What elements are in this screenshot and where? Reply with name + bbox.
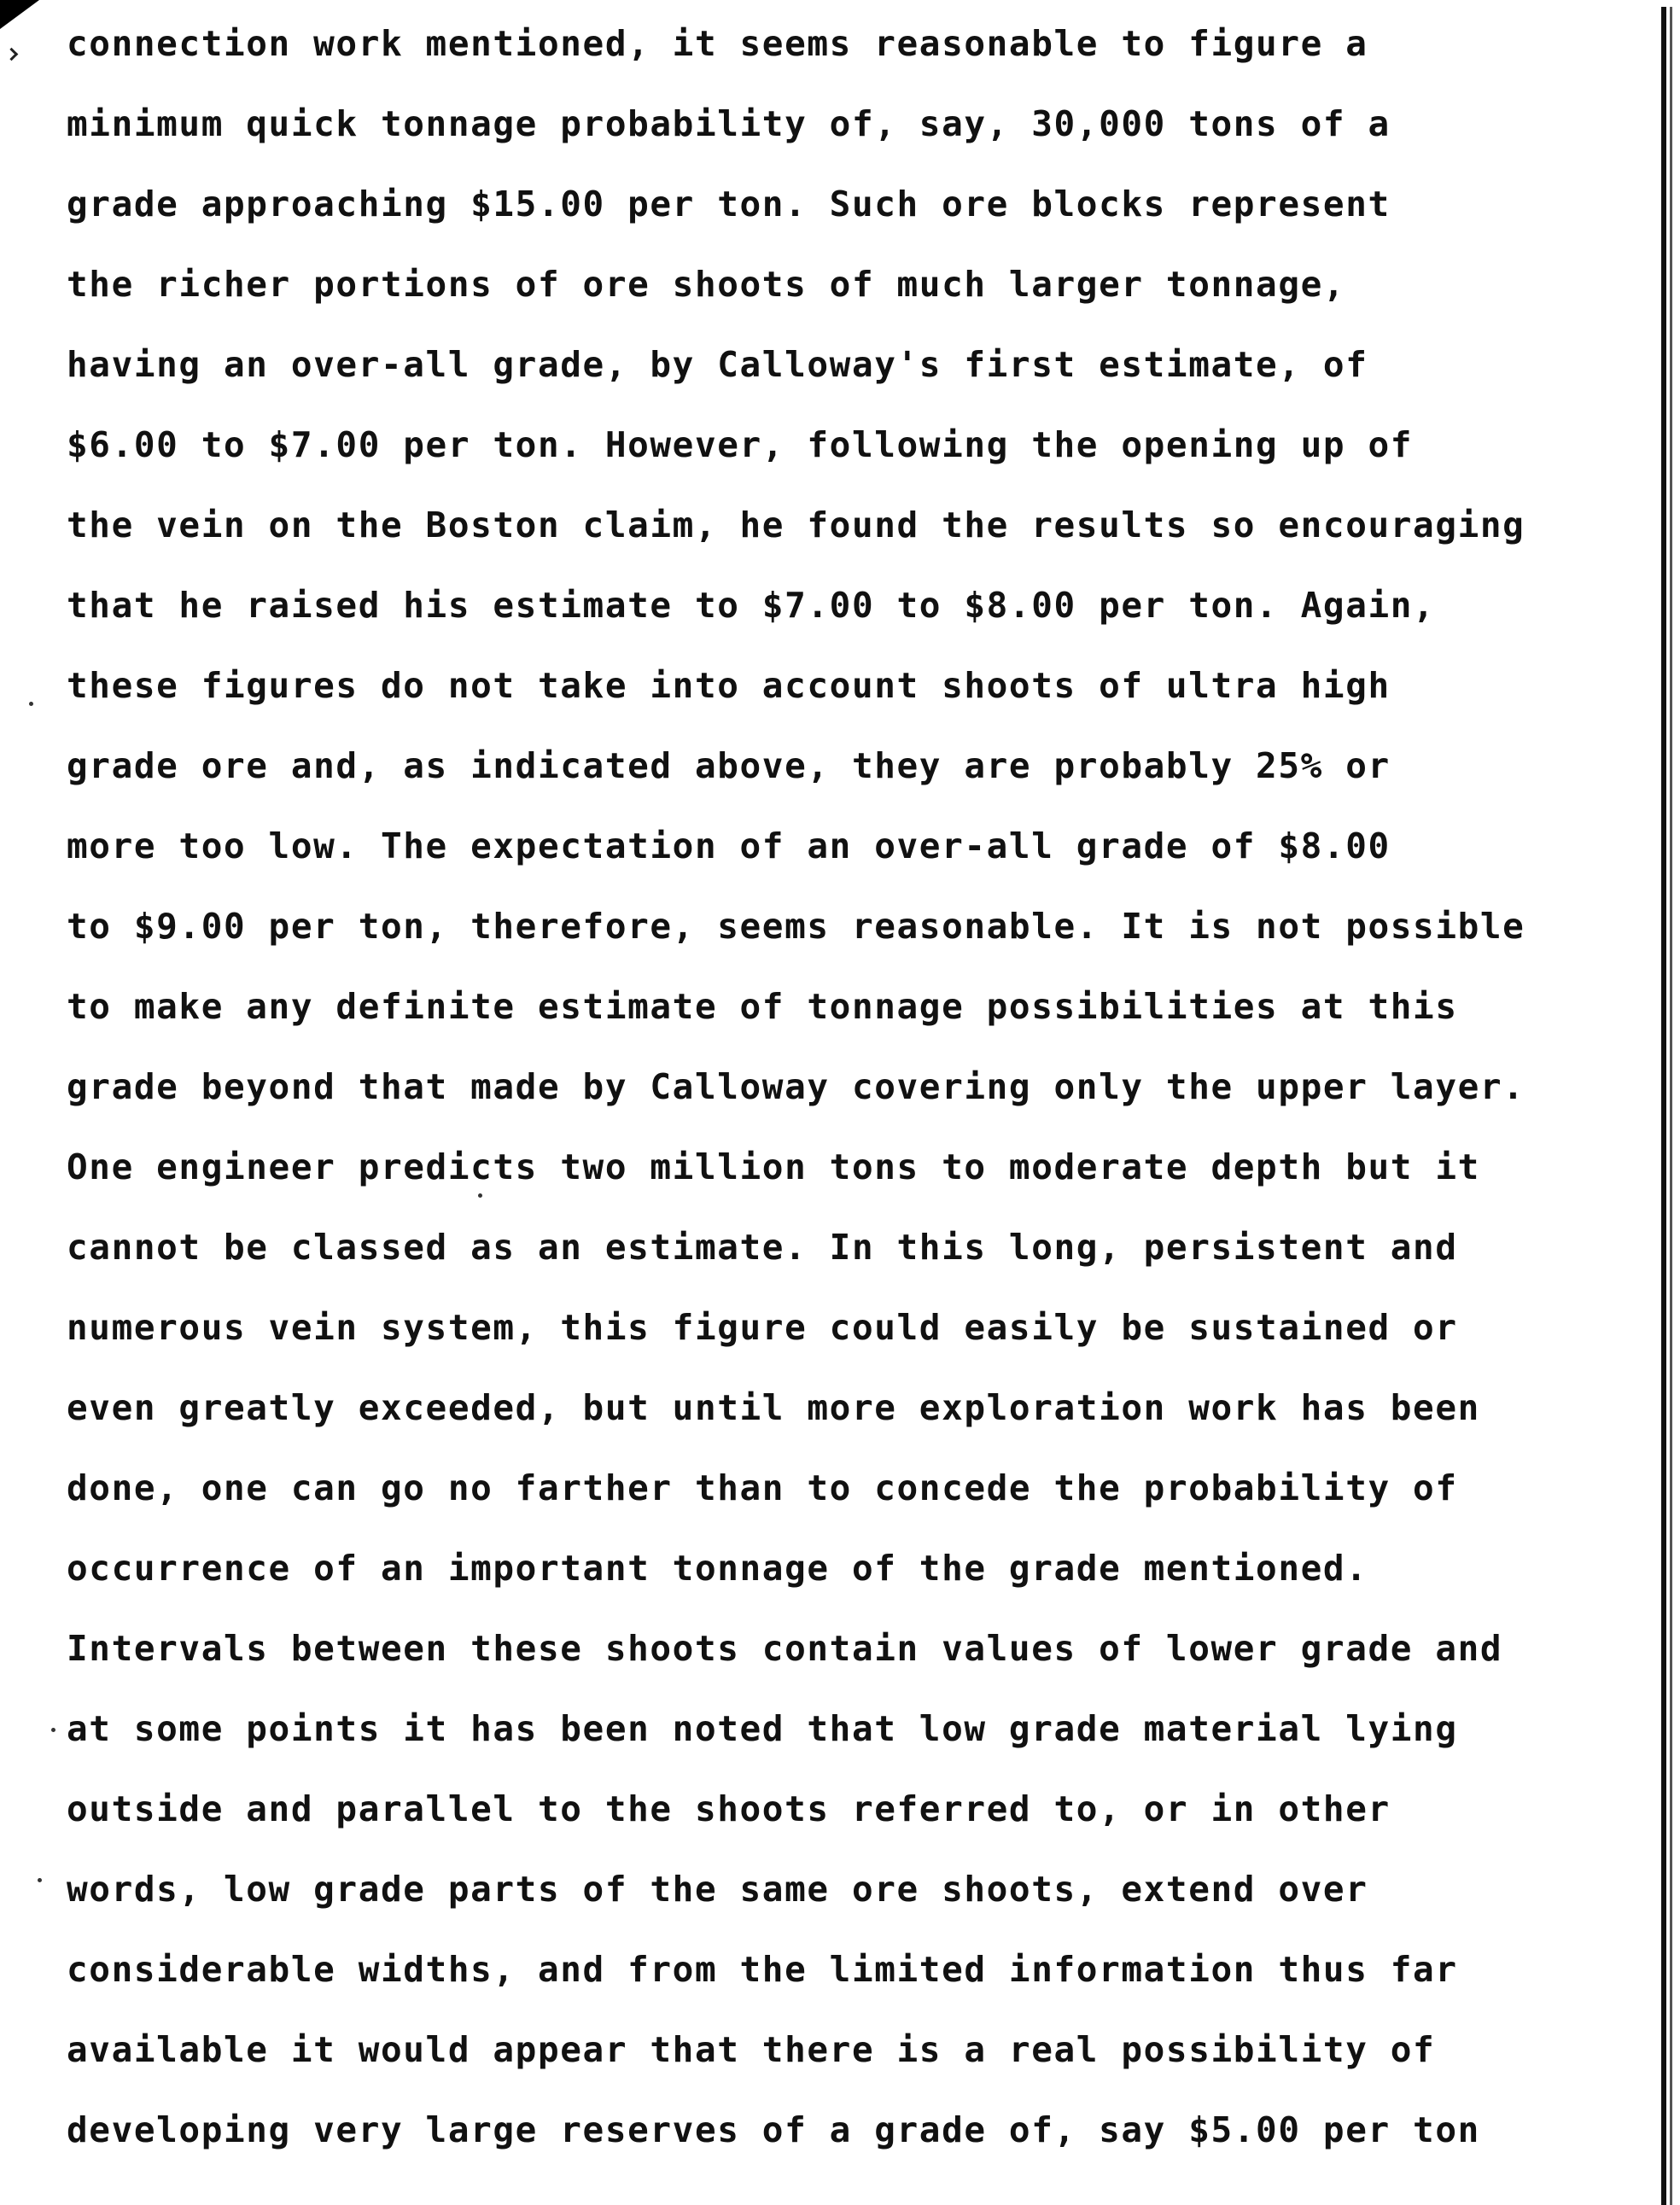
- scan-speck: [29, 702, 33, 706]
- text-line: the vein on the Boston claim, he found the results so encouraging: [67, 505, 1525, 545]
- text-line: outside and parallel to the shoots referred to, or in other: [67, 1788, 1391, 1829]
- text-line: grade approaching $15.00 per ton. Such ore blocks represent: [67, 184, 1391, 225]
- text-line: to $9.00 per ton, therefore, seems reasonable. It is not possible: [67, 906, 1525, 947]
- scan-speck: [38, 1878, 42, 1882]
- typewritten-text-body: [67, 3, 1654, 2170]
- text-line: done, one can go no farther than to concede the probability of: [67, 1467, 1458, 1508]
- text-line: cannot be classed as an estimate. In this long, persistent and: [67, 1227, 1458, 1268]
- text-line: more too low. The expectation of an over-all grade of $8.00: [67, 825, 1391, 866]
- page-edge-border: [1661, 7, 1666, 2205]
- text-line: One engineer predicts two million tons to moderate depth but it: [67, 1146, 1480, 1187]
- text-line: these figures do not take into account shoots of ultra high: [67, 665, 1391, 706]
- text-line: words, low grade parts of the same ore shoots, extend over: [67, 1869, 1368, 1910]
- text-line: at some points it has been noted that low grade material lying: [67, 1708, 1458, 1749]
- scan-speck: [51, 1728, 55, 1732]
- text-line: Intervals between these shoots contain values of lower grade and: [67, 1628, 1503, 1669]
- text-line: occurrence of an important tonnage of the grade mentioned.: [67, 1548, 1368, 1589]
- text-line: minimum quick tonnage probability of, say, 30,000 tons of a: [67, 103, 1391, 144]
- text-line: developing very large reserves of a grade of, say $5.00 per ton: [67, 2109, 1480, 2150]
- text-line: grade beyond that made by Calloway covering only the upper layer.: [67, 1066, 1525, 1107]
- text-line: even greatly exceeded, but until more exploration work has been: [67, 1387, 1480, 1428]
- margin-tick-mark: [5, 48, 19, 61]
- text-line: the richer portions of ore shoots of much larger tonnage,: [67, 264, 1346, 305]
- text-line: having an over-all grade, by Calloway's first estimate, of: [67, 344, 1368, 385]
- text-line: numerous vein system, this figure could easily be sustained or: [67, 1307, 1458, 1348]
- text-line: $6.00 to $7.00 per ton. However, following the opening up of: [67, 424, 1414, 465]
- text-line: to make any definite estimate of tonnage possibilities at this: [67, 986, 1458, 1027]
- text-line: that he raised his estimate to $7.00 to $8.00 per ton. Again,: [67, 585, 1436, 626]
- corner-scan-mark: [0, 0, 39, 29]
- text-line: considerable widths, and from the limited information thus far: [67, 1949, 1458, 1990]
- page-edge-shadow: [1670, 7, 1672, 2205]
- text-line: available it would appear that there is a real possibility of: [67, 2029, 1436, 2070]
- text-line: grade ore and, as indicated above, they are probably 25% or: [67, 745, 1391, 786]
- text-line: connection work mentioned, it seems reasonable to figure a: [67, 23, 1368, 64]
